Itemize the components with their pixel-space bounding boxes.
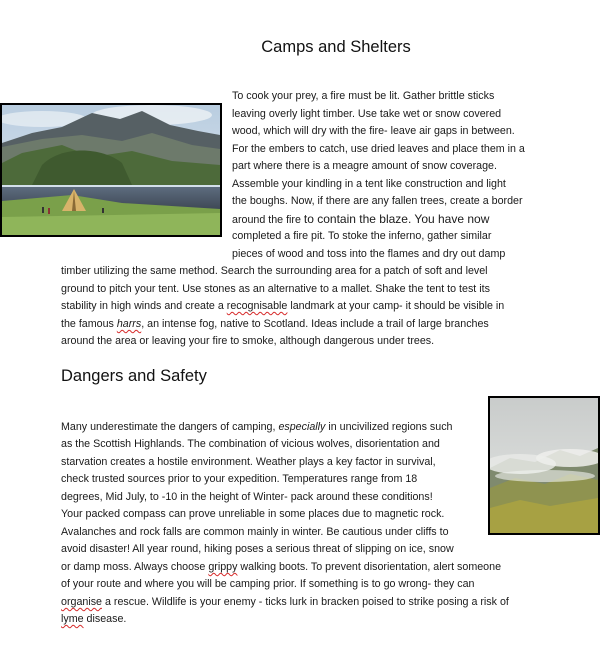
text-line: Your packed compass can prove unreliable in some places due to magnetic rock. xyxy=(61,508,445,520)
text-line xyxy=(61,559,501,577)
misty-hills-photo xyxy=(488,396,600,535)
text-fragment: disease. xyxy=(83,613,127,625)
text-line: For the embers to catch, use dried leaves and place them in a xyxy=(232,143,525,155)
text-line: as the Scottish Highlands. The combination of vicious wolves, disorientation and xyxy=(61,438,440,450)
misty-hills-image xyxy=(490,398,598,533)
text-line: Assemble your kindling in a tent like construction and light xyxy=(232,178,506,190)
text-fragment: landmark at your camp- it should be visible in xyxy=(287,300,505,312)
text-line xyxy=(232,211,489,230)
text-line: the boughs. Now, if there are any fallen trees, create a border xyxy=(232,195,523,207)
text-line: degrees, Mid July, to -10 in the height of Winter- pack around these conditions! xyxy=(61,491,433,503)
text-line: of your route and where you will be camping prior. If something is to go wrong- they can xyxy=(61,578,475,590)
spelling-flag[interactable]: recognisable xyxy=(226,300,288,312)
text-fragment: the famous xyxy=(61,318,117,330)
text-line: avoid disaster! All year round, hiking poses a serious threat of slipping on ice, snow xyxy=(61,543,454,555)
text-line: part where there is a meagre amount of snow coverage. xyxy=(232,160,497,172)
text-line: leaving overly light timber. Use take wet or snow covered xyxy=(232,108,502,120)
text-fragment: Many underestimate the dangers of camping, xyxy=(61,421,279,433)
text-fragment: or damp moss. Always choose xyxy=(61,561,209,573)
text-line: check trusted sources prior to your expedition. Temperatures range from 18 xyxy=(61,473,418,485)
section-heading-dangers: Dangers and Safety xyxy=(61,367,207,385)
text-line: timber utilizing the same method. Search the surrounding area for a patch of soft and level xyxy=(61,265,488,277)
text-line xyxy=(61,298,504,316)
text-fragment: walking boots. To prevent disorientation, alert someone xyxy=(237,561,502,573)
text-fragment: to contain the blaze. You have now xyxy=(303,212,490,226)
text-line xyxy=(61,419,453,437)
text-fragment: especially xyxy=(278,421,326,433)
text-line xyxy=(61,316,489,334)
text-fragment: a rescue. Wildlife is your enemy - ticks lurk in bracken poised to strike posing a risk of xyxy=(102,596,509,608)
text-line xyxy=(61,594,509,612)
text-line: completed a fire pit. To stoke the inferno, gather similar xyxy=(232,230,492,242)
highland-camp-image xyxy=(2,105,220,235)
text-line: wood, which will dry with the fire- leave air gaps in between. xyxy=(232,125,515,137)
spelling-flag[interactable]: organise xyxy=(61,596,102,608)
spelling-flag[interactable]: grippy xyxy=(208,561,238,573)
text-fragment: stability in high winds and create a xyxy=(61,300,227,312)
text-line: starvation creates a hostile environment. Weather plays a key factor in survival, xyxy=(61,456,436,468)
text-line xyxy=(61,611,126,629)
highland-camp-photo xyxy=(0,103,222,237)
spelling-flag[interactable]: harrs xyxy=(116,318,142,330)
document-title: Camps and Shelters xyxy=(261,38,411,56)
text-fragment: in uncivilized regions such xyxy=(325,421,453,433)
text-line: To cook your prey, a fire must be lit. Gather brittle sticks xyxy=(232,90,495,102)
text-line: pieces of wood and toss into the flames and dry out damp xyxy=(232,248,506,260)
text-line: ground to pitch your tent. Use stones as an alternative to a mallet. Shake the tent to test its xyxy=(61,283,490,295)
spelling-flag[interactable]: lyme xyxy=(61,613,84,625)
text-line: around the area or leaving your fire to smoke, although dangerous under trees. xyxy=(61,335,435,347)
text-line: Avalanches and rock falls are common mainly in winter. Be cautious under cliffs to xyxy=(61,526,449,538)
text-fragment: , an intense fog, native to Scotland. Ideas include a trail of large branches xyxy=(141,318,489,330)
text-fragment: around the fire xyxy=(232,214,304,226)
